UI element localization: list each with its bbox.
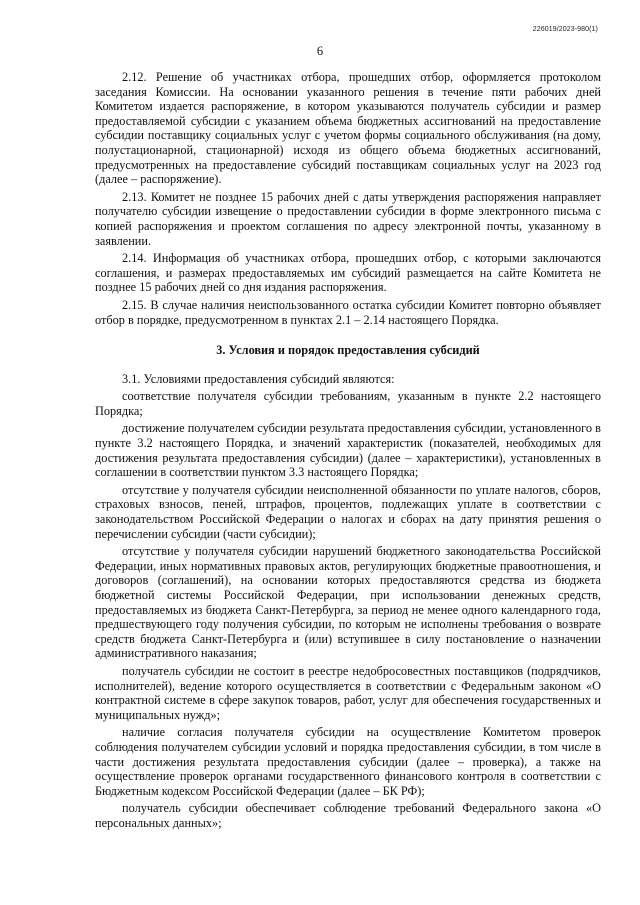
document-code: 226019/2023-980(1) (532, 26, 598, 33)
condition-item: получатель субсидии не состоит в реестре недобросовестных поставщиков (подрядчиков, исполнителей), ведение которого осуществляется в соответствии с Федеральным законом «О контрактной системе в сфере закупок товаров, работ, услуг для обеспечения государственных и муниципальных нужд»; (95, 663, 601, 722)
paragraph-2-12: 2.12. Решение об участниках отбора, прошедших отбор, оформляется протоколом заседания Комиссии. На основании указанного решения в течение пяти рабочих дней Комитетом издается распоряжение, в котором указываются получатель субсидии и размер предоставляемой субсидии с указанием объема бюджетных ассигнований на предоставление субсидии поставщику социальных услуг с учетом формы социального обслуживания (на дому, полустационарной, стационарной) исходя из общего объема бюджетных ассигнований, предусмотренных на предоставление субсидий поставщикам социальных услуг на 2023 год (далее – распоряжение). (95, 70, 601, 187)
condition-item: получатель субсидии обеспечивает соблюдение требований Федерального закона «О персональных данных»; (95, 801, 601, 830)
condition-item: наличие согласия получателя субсидии на осуществление Комитетом проверок соблюдения получателем субсидии условий и порядка предоставления субсидии, в том числе в части достижения результата предоставления субсидии (далее – проверка), а также на осуществление проверок органами государственного финансового контроля в соответствии с Бюджетным кодексом Российской Федерации (далее – БК РФ); (95, 725, 601, 798)
paragraph-2-13: 2.13. Комитет не позднее 15 рабочих дней с даты утверждения распоряжения направляет получателю субсидии извещение о предоставлении субсидии в форме электронного письма с копией распоряжения и проектом соглашения по адресу электронной почты, указанному в заявлении. (95, 189, 601, 248)
paragraph-2-15: 2.15. В случае наличия неиспользованного остатка субсидии Комитет повторно объявляет отбор в порядке, предусмотренном в пунктах 2.1 – 2.14 настоящего Порядка. (95, 297, 601, 327)
condition-item: достижение получателем субсидии результата предоставления субсидии, установленного в пункте 3.2 настоящего Порядка, и значений характеристик (показателей, необходимых для достижения результата предоставления субсидии) (далее – характеристики), установленных в соглашении в соответствии пунктом 3.3 настоящего Порядка; (95, 421, 601, 480)
section-heading: 3. Условия и порядок предоставления субсидий (216, 343, 480, 358)
condition-item: отсутствие у получателя субсидии неисполненной обязанности по уплате налогов, сборов, страховых взносов, пеней, штрафов, процентов, подлежащих уплате в соответствии с законодательством Российской Федерации о налогах и сборах на дату принятия решения о перечислении субсидии (части субсидии); (95, 482, 601, 541)
condition-item: соответствие получателя субсидии требованиям, указанным в пункте 2.2 настоящего Порядка; (95, 389, 601, 418)
document-body (95, 70, 601, 831)
paragraph-2-14: 2.14. Информация об участниках отбора, прошедших отбор, с которыми заключаются соглашения, и размерах предоставляемых им субсидий размещается на сайте Комитета не позднее 15 рабочих дней со дня издания распоряжения. (95, 251, 601, 295)
page-number: 6 (316, 44, 324, 58)
paragraph-3-1: 3.1. Условиями предоставления субсидий являются: (122, 371, 395, 386)
condition-item: отсутствие у получателя субсидии нарушений бюджетного законодательства Российской Федерации, иных нормативных правовых актов, регулирующих бюджетные правоотношения, и договоров (соглашений), на основании которых предоставляются средства из бюджета бюджетной системы Российской Федерации, при использовании денежных средств, предоставляемых из бюджета Санкт-Петербурга, за период не менее одного календарного года, предшествующего году получения субсидии, по которым не исполнены требования о возврате средств бюджета Санкт-Петербурга и (или) вступившее в силу постановление о назначении административного наказания; (95, 544, 601, 661)
